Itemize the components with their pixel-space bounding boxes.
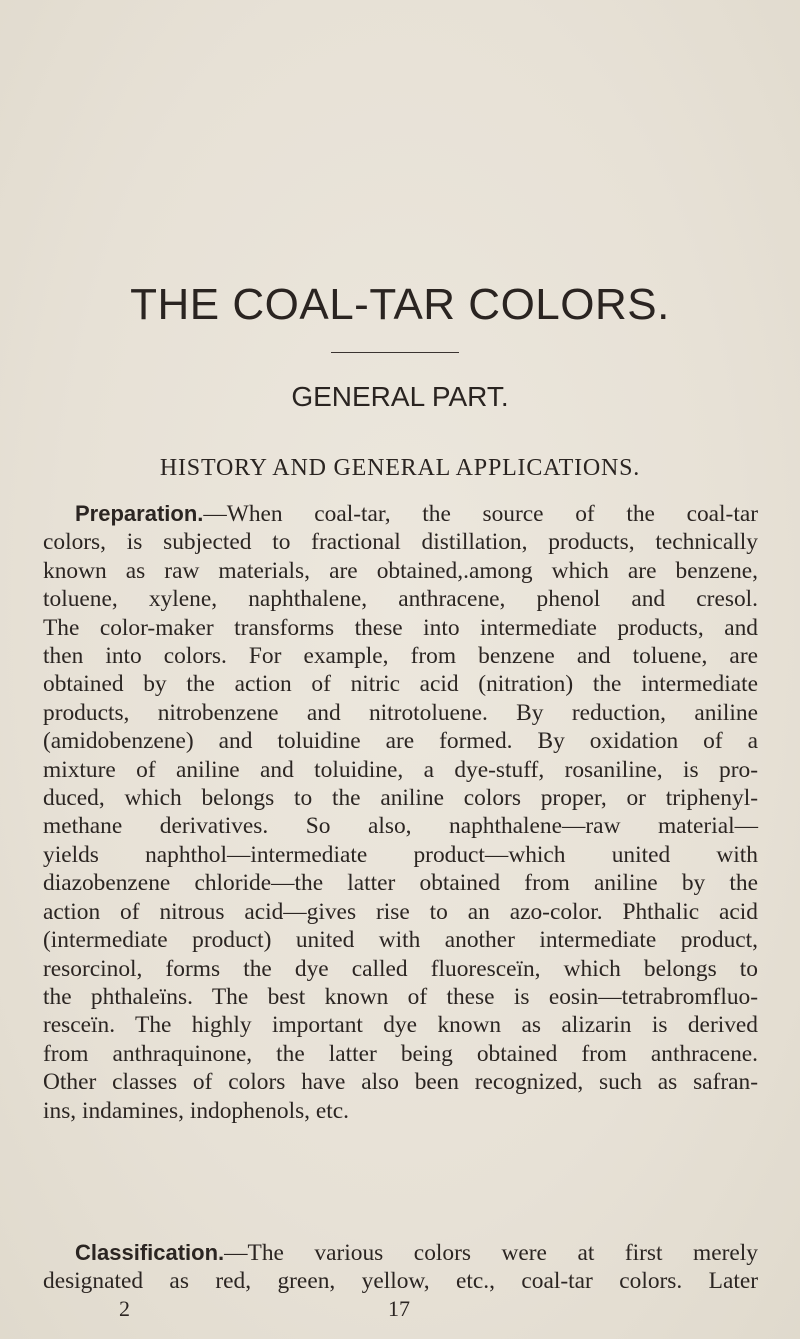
paragraph-line: Classification.—The various colors were at first merely [75,1240,758,1266]
run-in-heading-classification: Classification. [75,1240,225,1265]
paragraph-classification [43,1239,758,1296]
paragraph-line: colors, is subjected to fractional distillation, products, technically [43,529,758,556]
paragraph-line: resorcinol, forms the dye called fluoresceïn, which belongs to [43,955,758,982]
paragraph-line: ins, indamines, indophenols, etc. [43,1097,349,1124]
signature-mark: 2 [119,1296,130,1321]
page-title: THE COAL-TAR COLORS. [130,280,670,329]
paragraph-line: Preparation.—When coal-tar, the source of the coal-tar [75,501,758,527]
section-heading: HISTORY AND GENERAL APPLICATIONS. [159,455,641,481]
page-number: 17 [388,1296,410,1321]
paragraph-line: duced, which belongs to the aniline colors proper, or triphenyl- [43,785,758,812]
paragraph-line: the phthaleïns. The best known of these is eosin—tetrabromfluo- [43,983,758,1010]
paragraph-line: from anthraquinone, the latter being obtained from anthracene. [43,1040,758,1067]
paragraph-line: designated as red, green, yellow, etc., coal-tar colors. Later [43,1268,758,1295]
title-divider-rule [331,352,459,353]
paragraph-line: (intermediate product) united with another intermediate product, [43,927,758,954]
paragraph-preparation [43,500,758,1125]
paragraph-line: known as raw materials, are obtained,.among which are benzene, [43,557,758,584]
run-in-heading-preparation: Preparation. [75,501,204,526]
paragraph-line: toluene, xylene, naphthalene, anthracene, phenol and cresol. [43,586,758,613]
paragraph-line: methane derivatives. So also, naphthalene—raw material— [43,813,758,840]
paragraph-line: Other classes of colors have also been recognized, such as safran- [43,1069,758,1096]
part-subtitle: GENERAL PART. [291,381,509,412]
paragraph-line: resceïn. The highly important dye known as alizarin is derived [43,1012,758,1039]
paragraph-line: (amidobenzene) and toluidine are formed. By oxidation of a [43,728,758,755]
paragraph-line: The color-maker transforms these into intermediate products, and [43,614,758,641]
paragraph-line: diazobenzene chloride—the latter obtained from aniline by the [43,870,758,897]
paragraph-line: products, nitrobenzene and nitrotoluene. By reduction, aniline [43,699,758,726]
paragraph-line: yields naphthol—intermediate product—which united with [43,841,758,868]
paragraph-line: then into colors. For example, from benzene and toluene, are [43,643,758,670]
paragraph-line: obtained by the action of nitric acid (nitration) the intermediate [43,671,758,698]
paragraph-line: mixture of aniline and toluidine, a dye-stuff, rosaniline, is pro- [43,756,758,783]
paragraph-line: action of nitrous acid—gives rise to an azo-color. Phthalic acid [43,898,758,925]
